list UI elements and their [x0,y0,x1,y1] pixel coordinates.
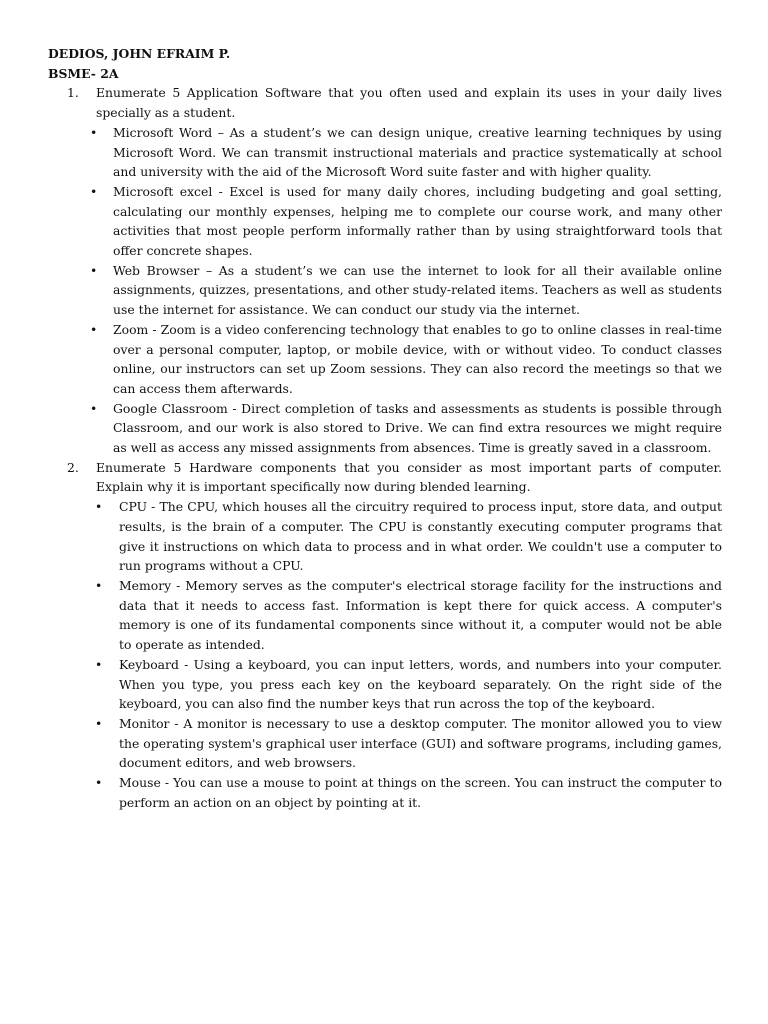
bullet-icon: • [90,183,98,199]
list-item [90,399,722,458]
author-name: DEDIOS, JOHN EFRAIM P. [48,46,231,61]
list-item [96,773,722,812]
list-item [90,123,722,182]
section-label: BSME- 2A [48,65,119,81]
answer-list [96,497,722,812]
list-item-text: Microsoft Word – As a student’s we can design unique, creative learning techniques by using Microsoft Word. We can transmit instructional materials and practice systematically at school and university with the aid of the Microsoft Word suite faster and with higher quality. [113,124,722,180]
list-item-text: Mouse - You can use a mouse to point at things on the screen. You can instruct the computer to perform an action on an object by pointing at it. [119,775,722,810]
list-item-text: Zoom - Zoom is a video conferencing technology that enables to go to online classes in real-time over a personal computer, laptop, or mobile device, with or without video. To conduct classes online, our instructors can set up Zoom sessions. They can also record the meetings so that we can access them afterwards. [113,321,722,396]
list-item-text: CPU - The CPU, which houses all the circuitry required to process input, store data, and output results, is the brain of a computer. The CPU is constantly executing computer programs that give it instructions on which data to process and in what order. We couldn't use a computer to run programs without a CPU. [119,499,722,574]
bullet-icon: • [95,656,103,672]
list-item-text: Monitor - A monitor is necessary to use a desktop computer. The monitor allowed you to view the operating system's graphical user interface (GUI) and software programs, including games, document editors, and web browsers. [119,715,722,771]
list-item [96,714,722,773]
list-item [96,576,722,655]
bullet-icon: • [95,775,103,791]
list-item [96,497,722,576]
list-item [90,320,722,399]
bullet-icon: • [90,262,98,278]
bullet-icon: • [95,715,103,731]
list-item-text: Memory - Memory serves as the computer's electrical storage facility for the instructions and data that it needs to access fast. Information is kept there for quick access. A computer's memory is one of its fundamental components since without it, a computer would not be able to operate as intended. [119,577,722,653]
bullet-icon: • [90,321,98,337]
question-text: Enumerate 5 Application Software that you often used and explain its uses in your daily lives specially as a student. [96,85,722,121]
list-item-text: Google Classroom - Direct completion of tasks and assessments as students is possible through Classroom, and our work is also stored to Drive. We can find extra resources we might require as well as access any missed assignments from absences. Time is greatly saved in a classroom. [113,400,722,456]
question-number: 1. [67,85,79,101]
bullet-icon: • [90,124,98,140]
document-page [48,44,722,812]
bullet-icon: • [95,499,103,515]
list-item-text: Keyboard - Using a keyboard, you can input letters, words, and numbers into your computer. When you type, you press each key on the keyboard separately. On the right side of the keyboard, you can also find the number keys that run across the top of the keyboard. [119,656,722,712]
list-item-text: Web Browser – As a student’s we can use the internet to look for all their available online assignments, quizzes, presentations, and other study-related items. Teachers as well as students use the internet for assistance. We can conduct our study via the internet. [113,262,722,318]
answer-list [90,123,722,458]
question-2 [48,458,722,813]
list-item [90,261,722,320]
question-text: Enumerate 5 Hardware components that you consider as most important parts of computer. Explain why it is important specifically now during blended learning. [96,459,722,495]
list-item [90,182,722,261]
question-list [48,83,722,812]
bullet-icon: • [90,400,98,416]
question-number: 2. [67,459,79,475]
question-1 [48,83,722,457]
list-item-text: Microsoft excel - Excel is used for many daily chores, including budgeting and goal setting, calculating our monthly expenses, helping me to complete our course work, and many other activities that most people perform informally rather than by using straightforward tools that offer concrete shapes. [113,183,722,259]
bullet-icon: • [95,577,103,593]
list-item [96,655,722,714]
